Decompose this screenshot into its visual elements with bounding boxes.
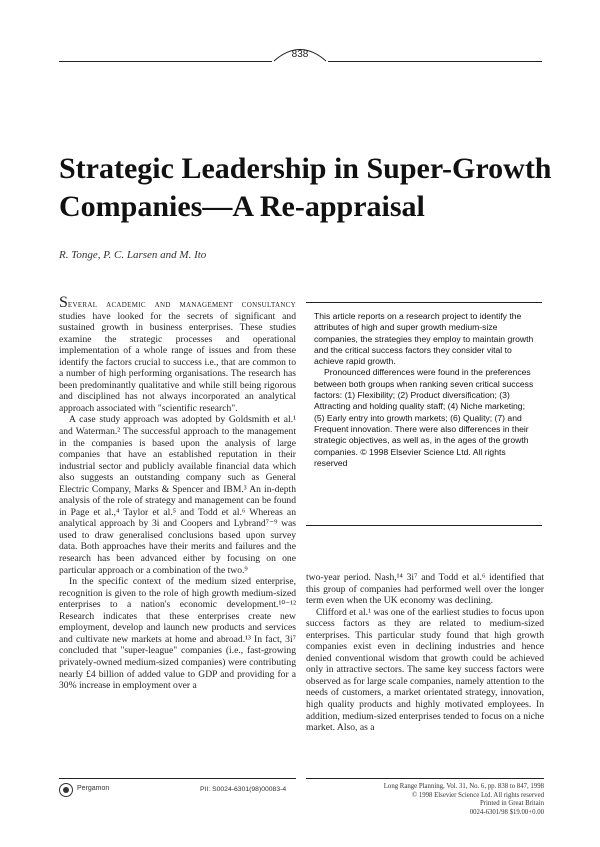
publisher-name: Pergamon (77, 785, 110, 792)
page-number-badge (272, 44, 328, 66)
body-left-column (59, 294, 296, 692)
journal-line: Long Range Planning, Vol. 31, No. 6, pp. 838 to 847, 1998 (383, 783, 544, 790)
body-paragraph (59, 294, 296, 414)
header-rule-left (59, 61, 272, 62)
article-title (59, 150, 559, 226)
body-paragraph: Clifford et al.¹ was one of the earliest studies to focus upon success factors as they are related to medium-sized enterprises. This particular study found that high growth companies exist even in declining industries and hence denied conventional wisdom that growth could be achieved only in attractive sectors. The same key success factors were observed as for large scale companies, namely attention to the needs of customers, a market orientated strategy, innovation, high quality products and highly motivated employees. In addition, medium-sized enterprises tended to focus on a niche market. Also, as a (306, 606, 544, 734)
body-text: studies have looked for the secrets of significant and sustained growth in business enterprises. These studies examine the strategic processes and operational implementation of a whole range of issues and from these identify the factors crucial to success i.e., that are common to a number of high performing organisations. The research has been predominantly qualitative and while still being rigorous and disciplined has not always incorporated an analytical approach associated with "scientific research". (59, 310, 296, 414)
pergamon-logo-icon (59, 783, 73, 797)
journal-line: 0024-6301/98 $19.00+0.00 (469, 808, 544, 816)
footer-rule-left (59, 778, 296, 779)
dropcap-letter: S (59, 294, 68, 311)
lead-in-smallcaps: everal academic and management consultancy (67, 299, 296, 310)
body-paragraph: A case study approach was adopted by Goldsmith et al.¹ and Waterman.² The successful approach to the management in the companies is based upon the analysis of large companies that have an established reputation in their industrial sector and publicly available financial data which also suggests an outstanding company such as General Electric Company, Marks & Spencer and IBM.³ An in-depth analysis of the role of strategy and management can be found in Page et al.,⁴ Taylor et al.⁵ and Todd et al.⁶ Whereas an analytical approach by 3i and Coopers and Lybrand⁷⁻⁹ was used to draw generalised conclusions based upon survey data. Both approaches have their merits and failures and the research has been advanced either by focusing on one particular approach or a combination of the two.⁹ (59, 414, 296, 576)
abstract-paragraph: This article reports on a research project to identify the attributes of high and super growth medium-size companies, the strategies they employ to maintain growth and the critical success factors they consider vital to achieve rapid growth. (314, 311, 534, 367)
header-rule-right (328, 61, 542, 62)
article-title-line2: Companies—A Re-appraisal (59, 190, 425, 223)
body-paragraph: In the specific context of the medium sized enterprise, recognition is given to the role of high growth medium-sized enterprises to a nation's economic development.¹⁰⁻¹² Research indicates that these enterprises create new employment, develop and launch new products and services and cultivate new markets at home and abroad.¹³ In fact, 3i⁷ concluded that "super-league" companies (i.e., fast-growing privately-owned medium-sized companies) were contributing nearly £4 billion of added value to GDP and providing for a 30% increase in employment over a (59, 576, 296, 692)
body-paragraph: two-year period. Nash,¹⁴ 3i⁷ and Todd et al.⁶ identified that this group of companies had performed well over the longer term even when the UK economy was declining. (306, 572, 544, 607)
abstract-paragraph: Pronounced differences were found in the preferences between both groups when ranking seven critical success factors: (1) Flexibility; (2) Product diversification; (3) Attracting and holding quality staff; (4) Niche marketing; (5) Early entry into growth markets; (6) Quality; (7) and Frequent innovation. There were also differences in their strategic objectives, as well as, in the ages of the growth companies. © 1998 Elsevier Science Ltd. All rights reserved (314, 367, 534, 468)
journal-line: © 1998 Elsevier Science Ltd. All rights reserved (411, 791, 544, 799)
journal-citation (310, 783, 544, 817)
article-authors: R. Tonge, P. C. Larsen and M. Ito (59, 249, 207, 261)
pii-identifier: PII: S0024-6301(98)00083-4 (200, 786, 287, 793)
body-right-column (306, 572, 544, 734)
abstract-box (306, 302, 542, 526)
journal-line: Printed in Great Britain (480, 800, 544, 808)
page-number: 838 (291, 49, 309, 60)
footer-rule-right (306, 778, 544, 779)
article-title-line1: Strategic Leadership in Super-Growth (59, 152, 552, 185)
publisher-mark (59, 783, 119, 797)
